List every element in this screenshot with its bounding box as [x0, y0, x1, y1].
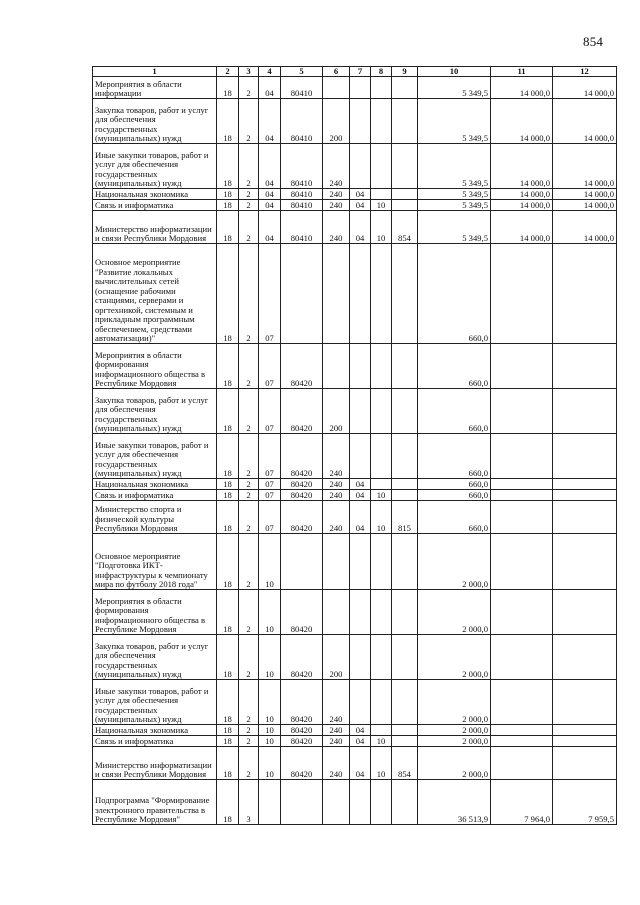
- column-header: 10: [418, 67, 491, 77]
- table-cell-c7: 04: [350, 479, 371, 490]
- table-cell-c3: 2: [239, 590, 259, 635]
- table-body: [93, 77, 617, 825]
- table-cell-c12: 14 000,0: [553, 189, 617, 200]
- table-cell-c3: 2: [239, 534, 259, 590]
- column-header: 11: [491, 67, 553, 77]
- table-cell-c6: 200: [323, 635, 350, 680]
- table-cell-c12: [553, 490, 617, 501]
- table-cell-c2: 18: [217, 780, 239, 825]
- table-cell-c3: 2: [239, 99, 259, 144]
- table-row: [93, 590, 617, 635]
- table-cell-c7: [350, 77, 371, 99]
- table-cell-c10: 2 000,0: [418, 725, 491, 736]
- table-cell-c9: [392, 780, 418, 825]
- table-row: [93, 77, 617, 99]
- table-cell-c7: [350, 635, 371, 680]
- table-cell-c10: 5 349,5: [418, 200, 491, 211]
- table-cell-c3: 2: [239, 244, 259, 344]
- row-name-cell: Основное мероприятие "Подготовка ИКТ-инфраструктуры к чемпионату мира по футболу 2018 года": [93, 534, 217, 590]
- table-cell-c3: 2: [239, 144, 259, 189]
- table-cell-c3: 2: [239, 736, 259, 747]
- table-cell-c7: [350, 590, 371, 635]
- table-cell-c9: [392, 144, 418, 189]
- table-cell-c12: [553, 725, 617, 736]
- table-cell-c2: 18: [217, 99, 239, 144]
- table-cell-c11: 14 000,0: [491, 189, 553, 200]
- table-cell-c8: [371, 244, 392, 344]
- table-cell-c11: 14 000,0: [491, 200, 553, 211]
- table-row: [93, 747, 617, 780]
- table-cell-c11: [491, 501, 553, 534]
- table-cell-c9: [392, 189, 418, 200]
- table-cell-c2: 18: [217, 725, 239, 736]
- column-header: 12: [553, 67, 617, 77]
- table-cell-c10: 660,0: [418, 389, 491, 434]
- table-cell-c6: 200: [323, 389, 350, 434]
- table-cell-c4: 04: [259, 211, 281, 244]
- table-row: [93, 99, 617, 144]
- table-cell-c7: 04: [350, 211, 371, 244]
- table-cell-c11: 7 964,0: [491, 780, 553, 825]
- table-cell-c11: [491, 534, 553, 590]
- table-cell-c12: [553, 434, 617, 479]
- table-cell-c11: [491, 725, 553, 736]
- table-row: [93, 635, 617, 680]
- table-row: [93, 736, 617, 747]
- table-cell-c7: [350, 680, 371, 725]
- table-cell-c8: [371, 389, 392, 434]
- table-cell-c6: 240: [323, 434, 350, 479]
- table-cell-c7: 04: [350, 747, 371, 780]
- table-cell-c5: 80410: [281, 99, 323, 144]
- table-cell-c7: [350, 780, 371, 825]
- table-cell-c10: 660,0: [418, 434, 491, 479]
- column-header: 8: [371, 67, 392, 77]
- table-cell-c11: 14 000,0: [491, 77, 553, 99]
- table-cell-c7: [350, 244, 371, 344]
- table-cell-c11: [491, 389, 553, 434]
- table-cell-c11: [491, 434, 553, 479]
- table-cell-c12: [553, 635, 617, 680]
- table-cell-c5: [281, 534, 323, 590]
- table-cell-c9: [392, 725, 418, 736]
- budget-table: [92, 66, 617, 825]
- table-cell-c3: 2: [239, 490, 259, 501]
- table-row: [93, 501, 617, 534]
- row-name-cell: Иные закупки товаров, работ и услуг для обеспечения государственных (муниципальных) нужд: [93, 434, 217, 479]
- table-cell-c6: [323, 244, 350, 344]
- table-cell-c11: [491, 635, 553, 680]
- table-cell-c10: 5 349,5: [418, 99, 491, 144]
- table-cell-c2: 18: [217, 200, 239, 211]
- table-cell-c7: [350, 389, 371, 434]
- table-cell-c4: 07: [259, 479, 281, 490]
- table-cell-c10: 2 000,0: [418, 635, 491, 680]
- table-cell-c6: [323, 780, 350, 825]
- table-cell-c6: 240: [323, 479, 350, 490]
- table-cell-c10: 5 349,5: [418, 144, 491, 189]
- table-cell-c5: 80410: [281, 189, 323, 200]
- table-cell-c10: 2 000,0: [418, 747, 491, 780]
- table-cell-c4: 07: [259, 501, 281, 534]
- column-header: 5: [281, 67, 323, 77]
- table-cell-c4: 07: [259, 434, 281, 479]
- table-cell-c4: 04: [259, 200, 281, 211]
- table-cell-c9: 854: [392, 211, 418, 244]
- table-cell-c8: 10: [371, 200, 392, 211]
- table-cell-c8: [371, 434, 392, 479]
- table-cell-c7: 04: [350, 200, 371, 211]
- table-cell-c11: [491, 344, 553, 389]
- table-row: [93, 490, 617, 501]
- table-cell-c12: 14 000,0: [553, 200, 617, 211]
- table-row: [93, 479, 617, 490]
- table-row: [93, 244, 617, 344]
- table-cell-c12: [553, 501, 617, 534]
- table-cell-c8: [371, 99, 392, 144]
- table-cell-c8: [371, 780, 392, 825]
- table-cell-c9: [392, 736, 418, 747]
- table-row: [93, 211, 617, 244]
- table-cell-c5: 80420: [281, 747, 323, 780]
- table-cell-c5: 80410: [281, 144, 323, 189]
- table-cell-c9: [392, 680, 418, 725]
- table-cell-c3: 2: [239, 200, 259, 211]
- table-cell-c12: [553, 534, 617, 590]
- table-cell-c6: [323, 534, 350, 590]
- table-cell-c4: [259, 780, 281, 825]
- table-cell-c9: [392, 479, 418, 490]
- table-cell-c12: 7 959,5: [553, 780, 617, 825]
- row-name-cell: Мероприятия в области информации: [93, 77, 217, 99]
- table-cell-c7: 04: [350, 189, 371, 200]
- table-cell-c2: 18: [217, 501, 239, 534]
- table-cell-c3: 2: [239, 211, 259, 244]
- table-cell-c2: 18: [217, 434, 239, 479]
- table-cell-c3: 2: [239, 77, 259, 99]
- table-cell-c4: 07: [259, 490, 281, 501]
- table-cell-c7: 04: [350, 490, 371, 501]
- table-cell-c4: 10: [259, 747, 281, 780]
- row-name-cell: Национальная экономика: [93, 725, 217, 736]
- row-name-cell: Министерство спорта и физической культуры Республики Мордовия: [93, 501, 217, 534]
- table-cell-c3: 2: [239, 747, 259, 780]
- table-cell-c2: 18: [217, 144, 239, 189]
- table-cell-c8: [371, 590, 392, 635]
- table-cell-c7: [350, 344, 371, 389]
- table-cell-c8: [371, 479, 392, 490]
- table-cell-c6: 200: [323, 99, 350, 144]
- row-name-cell: Связь и информатика: [93, 200, 217, 211]
- table-cell-c10: 660,0: [418, 344, 491, 389]
- table-cell-c2: 18: [217, 389, 239, 434]
- table-cell-c5: 80420: [281, 490, 323, 501]
- table-cell-c4: 07: [259, 344, 281, 389]
- table-row: [93, 144, 617, 189]
- table-cell-c6: 240: [323, 501, 350, 534]
- table-cell-c9: [392, 635, 418, 680]
- table-cell-c11: [491, 680, 553, 725]
- row-name-cell: Связь и информатика: [93, 490, 217, 501]
- table-cell-c8: 10: [371, 211, 392, 244]
- table-cell-c9: [392, 200, 418, 211]
- table-cell-c4: 04: [259, 144, 281, 189]
- table-cell-c6: 240: [323, 747, 350, 780]
- row-name-cell: Министерство информатизации и связи Республики Мордовия: [93, 747, 217, 780]
- column-header: 3: [239, 67, 259, 77]
- table-cell-c8: 10: [371, 501, 392, 534]
- table-cell-c9: [392, 99, 418, 144]
- table-cell-c8: [371, 344, 392, 389]
- table-cell-c6: 240: [323, 200, 350, 211]
- table-cell-c6: [323, 344, 350, 389]
- table-cell-c11: 14 000,0: [491, 144, 553, 189]
- table-cell-c4: 07: [259, 244, 281, 344]
- table-cell-c6: 240: [323, 680, 350, 725]
- table-row: [93, 725, 617, 736]
- table-cell-c2: 18: [217, 490, 239, 501]
- table-cell-c5: 80420: [281, 680, 323, 725]
- column-header: 9: [392, 67, 418, 77]
- table-cell-c5: [281, 244, 323, 344]
- table-cell-c7: [350, 534, 371, 590]
- table-cell-c6: 240: [323, 144, 350, 189]
- table-cell-c9: [392, 490, 418, 501]
- table-cell-c11: [491, 490, 553, 501]
- table-cell-c3: 2: [239, 189, 259, 200]
- table-cell-c6: 240: [323, 211, 350, 244]
- table-cell-c4: 07: [259, 389, 281, 434]
- table-cell-c11: [491, 479, 553, 490]
- table-cell-c7: [350, 99, 371, 144]
- table-cell-c12: 14 000,0: [553, 211, 617, 244]
- table-cell-c12: 14 000,0: [553, 77, 617, 99]
- table-cell-c10: 5 349,5: [418, 211, 491, 244]
- table-cell-c9: [392, 590, 418, 635]
- table-cell-c12: 14 000,0: [553, 99, 617, 144]
- row-name-cell: Мероприятия в области формирования информационного общества в Республике Мордовия: [93, 590, 217, 635]
- table-cell-c6: 240: [323, 725, 350, 736]
- table-cell-c4: 04: [259, 99, 281, 144]
- table-cell-c2: 18: [217, 244, 239, 344]
- table-cell-c9: [392, 244, 418, 344]
- table-cell-c7: [350, 434, 371, 479]
- table-row: [93, 189, 617, 200]
- table-cell-c12: [553, 736, 617, 747]
- table-cell-c3: 2: [239, 479, 259, 490]
- table-cell-c12: 14 000,0: [553, 144, 617, 189]
- table-cell-c11: 14 000,0: [491, 211, 553, 244]
- table-cell-c7: [350, 144, 371, 189]
- column-header: 4: [259, 67, 281, 77]
- table-cell-c11: [491, 590, 553, 635]
- table-cell-c12: [553, 479, 617, 490]
- table-cell-c3: 2: [239, 434, 259, 479]
- table-cell-c12: [553, 389, 617, 434]
- table-cell-c12: [553, 244, 617, 344]
- table-cell-c10: 2 000,0: [418, 590, 491, 635]
- table-cell-c5: 80420: [281, 344, 323, 389]
- table-cell-c8: 10: [371, 736, 392, 747]
- table-row: [93, 780, 617, 825]
- table-row: [93, 680, 617, 725]
- table-cell-c4: 10: [259, 736, 281, 747]
- table-cell-c9: [392, 344, 418, 389]
- row-name-cell: Иные закупки товаров, работ и услуг для обеспечения государственных (муниципальных) нужд: [93, 680, 217, 725]
- table-cell-c3: 2: [239, 501, 259, 534]
- table-cell-c5: 80410: [281, 211, 323, 244]
- table-cell-c2: 18: [217, 211, 239, 244]
- row-name-cell: Министерство информатизации и связи Республики Мордовия: [93, 211, 217, 244]
- table-cell-c5: 80420: [281, 736, 323, 747]
- table-cell-c7: 04: [350, 736, 371, 747]
- table-cell-c12: [553, 747, 617, 780]
- table-cell-c11: [491, 747, 553, 780]
- table-cell-c5: 80420: [281, 389, 323, 434]
- table-cell-c4: 10: [259, 590, 281, 635]
- table-cell-c9: [392, 534, 418, 590]
- row-name-cell: Связь и информатика: [93, 736, 217, 747]
- table-cell-c5: 80420: [281, 635, 323, 680]
- table-cell-c10: 5 349,5: [418, 77, 491, 99]
- table-cell-c7: 04: [350, 501, 371, 534]
- table-cell-c2: 18: [217, 590, 239, 635]
- table-cell-c6: 240: [323, 490, 350, 501]
- table-cell-c2: 18: [217, 77, 239, 99]
- column-header: 6: [323, 67, 350, 77]
- column-header: 7: [350, 67, 371, 77]
- table-cell-c2: 18: [217, 736, 239, 747]
- table-cell-c5: 80420: [281, 590, 323, 635]
- table-cell-c5: [281, 780, 323, 825]
- table-cell-c3: 2: [239, 725, 259, 736]
- table-cell-c7: 04: [350, 725, 371, 736]
- table-row: [93, 200, 617, 211]
- table-cell-c8: [371, 725, 392, 736]
- table-cell-c9: 854: [392, 747, 418, 780]
- table-cell-c11: 14 000,0: [491, 99, 553, 144]
- table-cell-c10: 36 513,9: [418, 780, 491, 825]
- table-cell-c12: [553, 590, 617, 635]
- table-cell-c6: 240: [323, 189, 350, 200]
- table-cell-c6: [323, 77, 350, 99]
- table-cell-c2: 18: [217, 534, 239, 590]
- table-cell-c6: 240: [323, 736, 350, 747]
- table-cell-c5: 80420: [281, 725, 323, 736]
- table-cell-c4: 10: [259, 725, 281, 736]
- table-cell-c4: 10: [259, 635, 281, 680]
- table-cell-c8: [371, 144, 392, 189]
- table-cell-c4: 10: [259, 534, 281, 590]
- table-cell-c5: 80420: [281, 479, 323, 490]
- table-cell-c5: 80420: [281, 434, 323, 479]
- table-cell-c8: [371, 77, 392, 99]
- row-name-cell: Закупка товаров, работ и услуг для обеспечения государственных (муниципальных) нужд: [93, 635, 217, 680]
- table-cell-c9: [392, 77, 418, 99]
- row-name-cell: Подпрограмма "Формирование электронного правительства в Республике Мордовия": [93, 780, 217, 825]
- table-cell-c12: [553, 344, 617, 389]
- table-cell-c8: [371, 189, 392, 200]
- table-cell-c11: [491, 736, 553, 747]
- table-cell-c10: 2 000,0: [418, 680, 491, 725]
- table-row: [93, 389, 617, 434]
- row-name-cell: Закупка товаров, работ и услуг для обеспечения государственных (муниципальных) нужд: [93, 389, 217, 434]
- table-cell-c3: 3: [239, 780, 259, 825]
- table-cell-c3: 2: [239, 680, 259, 725]
- table-cell-c3: 2: [239, 635, 259, 680]
- table-row: [93, 344, 617, 389]
- table-cell-c3: 2: [239, 344, 259, 389]
- table-cell-c2: 18: [217, 344, 239, 389]
- table-cell-c8: 10: [371, 490, 392, 501]
- table-cell-c9: 815: [392, 501, 418, 534]
- table-cell-c9: [392, 389, 418, 434]
- table-row: [93, 534, 617, 590]
- table-cell-c10: 2 000,0: [418, 736, 491, 747]
- table-cell-c3: 2: [239, 389, 259, 434]
- row-name-cell: Национальная экономика: [93, 479, 217, 490]
- table-cell-c5: 80410: [281, 200, 323, 211]
- table-cell-c8: [371, 534, 392, 590]
- table-cell-c5: 80420: [281, 501, 323, 534]
- table-cell-c2: 18: [217, 680, 239, 725]
- table-cell-c4: 10: [259, 680, 281, 725]
- row-name-cell: Основное мероприятие "Развитие локальных вычислительных сетей (оснащение рабочими станциями, серверами и оргтехникой, системным и прикладным программным обеспечением, средствами автоматизации)": [93, 244, 217, 344]
- table-cell-c10: 5 349,5: [418, 189, 491, 200]
- table-row: [93, 434, 617, 479]
- table-cell-c4: 04: [259, 189, 281, 200]
- table-cell-c4: 04: [259, 77, 281, 99]
- table-cell-c8: [371, 680, 392, 725]
- table-cell-c8: 10: [371, 747, 392, 780]
- row-name-cell: Закупка товаров, работ и услуг для обеспечения государственных (муниципальных) нужд: [93, 99, 217, 144]
- column-header: 2: [217, 67, 239, 77]
- table-cell-c8: [371, 635, 392, 680]
- table-cell-c10: 660,0: [418, 479, 491, 490]
- table-cell-c2: 18: [217, 189, 239, 200]
- table-cell-c9: [392, 434, 418, 479]
- column-header: 1: [93, 67, 217, 77]
- row-name-cell: Мероприятия в области формирования информационного общества в Республике Мордовия: [93, 344, 217, 389]
- table-cell-c5: 80410: [281, 77, 323, 99]
- table-cell-c2: 18: [217, 747, 239, 780]
- row-name-cell: Иные закупки товаров, работ и услуг для обеспечения государственных (муниципальных) нужд: [93, 144, 217, 189]
- table-cell-c10: 660,0: [418, 501, 491, 534]
- table-cell-c12: [553, 680, 617, 725]
- page-number: 854: [583, 34, 604, 49]
- table-cell-c10: 660,0: [418, 490, 491, 501]
- table-cell-c11: [491, 244, 553, 344]
- header-row: [93, 67, 617, 77]
- table-cell-c6: [323, 590, 350, 635]
- row-name-cell: Национальная экономика: [93, 189, 217, 200]
- table-cell-c10: 660,0: [418, 244, 491, 344]
- table-cell-c2: 18: [217, 635, 239, 680]
- table-cell-c2: 18: [217, 479, 239, 490]
- table-cell-c10: 2 000,0: [418, 534, 491, 590]
